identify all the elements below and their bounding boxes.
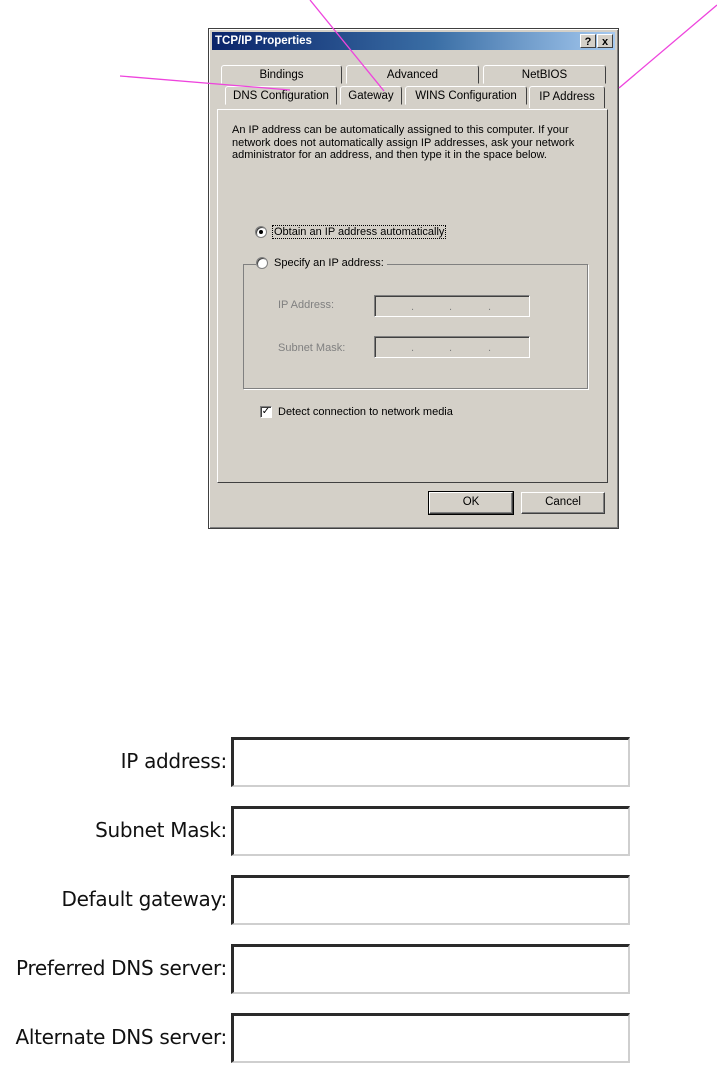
tab-netbios[interactable]: NetBIOS — [483, 65, 606, 84]
subnet-mask-form-label: Subnet Mask: — [95, 818, 227, 842]
subnet-mask-label: Subnet Mask: — [278, 342, 346, 354]
description-text: An IP address can be automatically assigned to this computer. If your network does not automatically assign IP addresses, ask your network administrator for an address, and then type it in the space below. — [232, 124, 575, 162]
alternate-dns-form-input[interactable] — [231, 1013, 630, 1063]
preferred-dns-form-input[interactable] — [231, 944, 630, 994]
preferred-dns-form-label: Preferred DNS server: — [16, 956, 227, 980]
tab-gateway[interactable]: Gateway — [340, 86, 402, 105]
help-button[interactable]: ? — [580, 34, 596, 48]
subnet-mask-input[interactable]: . . . — [374, 336, 530, 358]
form-row-subnet-mask — [0, 806, 717, 856]
alternate-dns-form-label: Alternate DNS server: — [15, 1025, 227, 1049]
form-row-default-gateway — [0, 875, 717, 925]
tab-dns-configuration[interactable]: DNS Configuration — [225, 86, 337, 105]
specify-ip-label[interactable]: Specify an IP address: — [274, 257, 384, 269]
ip-address-form-input[interactable] — [231, 737, 630, 787]
annotation-line-dns — [120, 76, 290, 90]
annotation-line-ip-address — [619, 5, 717, 88]
form-row-ip-address — [0, 737, 717, 787]
cancel-button[interactable]: Cancel — [521, 492, 605, 514]
tab-advanced[interactable]: Advanced — [346, 65, 479, 84]
dialog-title: TCP/IP Properties — [215, 35, 312, 47]
annotation-line-gateway — [310, 0, 384, 91]
subnet-mask-form-input[interactable] — [231, 806, 630, 856]
tab-ip-address[interactable]: IP Address — [529, 86, 605, 108]
default-gateway-form-input[interactable] — [231, 875, 630, 925]
ip-address-form-label: IP address: — [120, 749, 227, 773]
form-row-preferred-dns — [0, 944, 717, 994]
tab-wins-configuration[interactable]: WINS Configuration — [405, 86, 527, 105]
obtain-auto-label[interactable]: Obtain an IP address automatically — [274, 226, 445, 238]
ip-address-label: IP Address: — [278, 299, 335, 311]
default-gateway-form-label: Default gateway: — [61, 887, 227, 911]
tab-bindings[interactable]: Bindings — [221, 65, 342, 84]
detect-media-label[interactable]: Detect connection to network media — [278, 406, 453, 418]
ip-address-input[interactable]: . . . — [374, 295, 530, 317]
ok-button[interactable]: OK — [429, 492, 513, 514]
form-row-alternate-dns — [0, 1013, 717, 1063]
detect-media-checkbox[interactable]: ✓ — [261, 406, 271, 417]
close-button[interactable]: x — [597, 34, 613, 48]
